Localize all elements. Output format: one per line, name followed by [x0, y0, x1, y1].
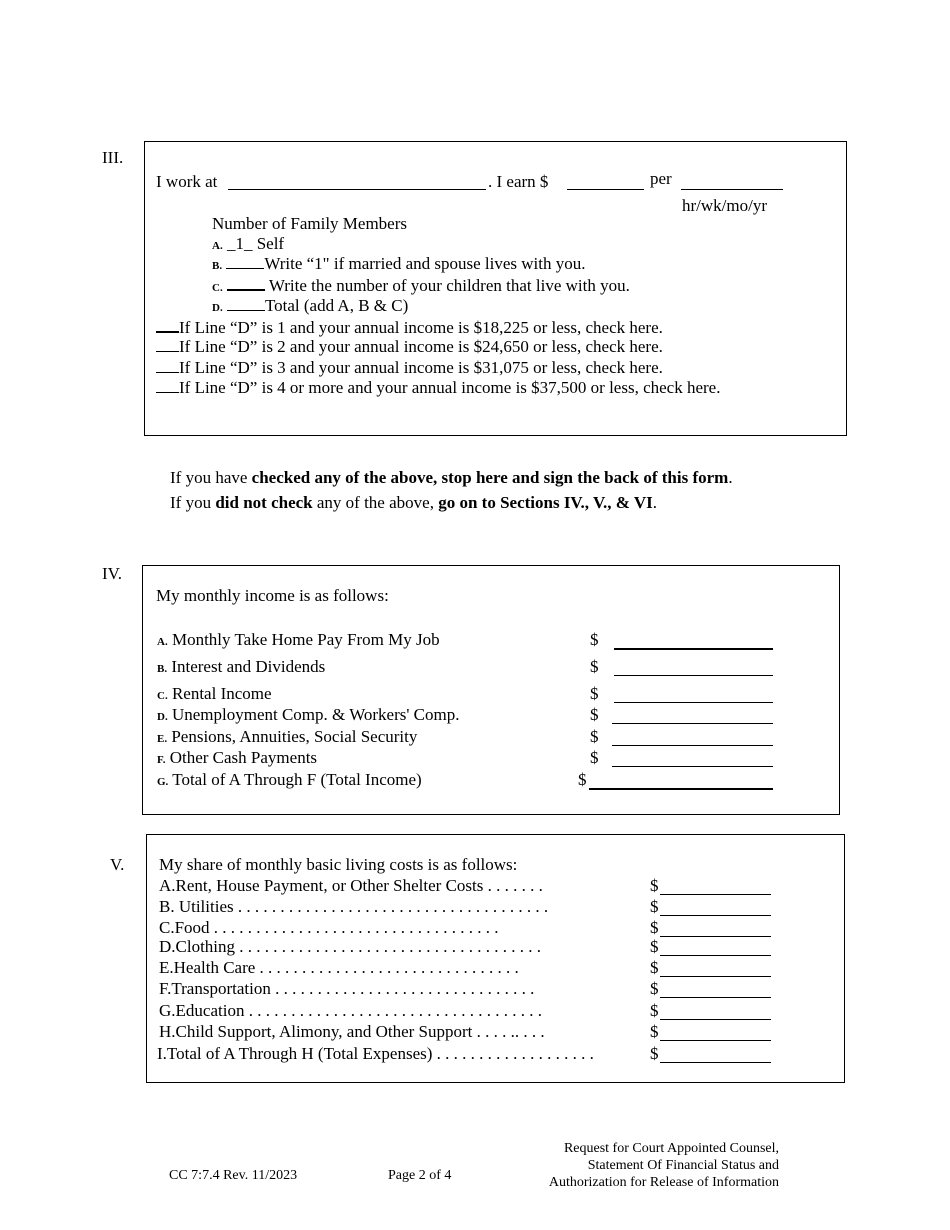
currency-sign: $ [650, 1001, 659, 1020]
page-number: Page 2 of 4 [388, 1168, 452, 1183]
income-check-row [156, 337, 663, 357]
section-v-numeral: V. [110, 855, 125, 874]
currency-sign: $ [650, 958, 659, 977]
row-label: Pensions, Annuities, Social Security [171, 727, 418, 746]
row-letter: D. [157, 711, 168, 723]
total-expenses-field[interactable] [660, 1062, 771, 1063]
currency-sign: $ [590, 705, 599, 724]
instruction-bold: go on to Sections IV., V., & VI [438, 493, 653, 512]
check-text: If Line “D” is 4 or more and your annual income is $37,500 or less, check here. [179, 378, 721, 397]
form-title-line: Statement Of Financial Status and [587, 1158, 779, 1173]
instruction-bold: checked any of the above, stop here and sign the back of this form [251, 468, 729, 487]
instruction-line-1 [170, 468, 733, 488]
earnings-field[interactable] [567, 189, 644, 190]
income-row [157, 748, 317, 768]
family-member-row [212, 275, 630, 296]
expense-row-label: A.Rent, House Payment, or Other Shelter Costs . . . . . . . [159, 876, 543, 895]
row-letter: E. [157, 733, 168, 745]
form-title-line: Authorization for Release of Information [548, 1175, 779, 1190]
expense-row-label: I.Total of A Through H (Total Expenses) . . . . . . . . . . . . . . . . . . . [157, 1044, 594, 1063]
work-at-label: I work at [156, 172, 218, 191]
interest-dividends-field[interactable] [614, 675, 773, 676]
section-iii-box [144, 141, 847, 436]
row-text: Write the number of your children that live with you. [268, 276, 630, 295]
family-member-row [212, 234, 284, 254]
currency-sign: $ [650, 876, 659, 895]
income-check-row [156, 358, 663, 378]
income-row [157, 657, 325, 677]
currency-sign: $ [650, 979, 659, 998]
children-count-field[interactable] [227, 275, 265, 291]
row-letter: C. [212, 282, 223, 294]
check-field[interactable] [156, 317, 179, 333]
section-iii-numeral: III. [102, 148, 124, 167]
row-letter: D. [212, 302, 223, 314]
form-title [549, 1140, 779, 1191]
row-letter: B. [157, 663, 168, 675]
rental-income-field[interactable] [614, 702, 773, 703]
family-member-row [212, 296, 408, 316]
pensions-field[interactable] [612, 745, 773, 746]
child-support-field[interactable] [660, 1040, 771, 1041]
instruction-text: If you [170, 493, 216, 512]
pay-period-field[interactable] [681, 189, 783, 190]
row-label: Rental Income [171, 684, 272, 703]
take-home-pay-field[interactable] [614, 648, 773, 650]
section-v-box [146, 834, 845, 1083]
section-iv-numeral: IV. [102, 564, 122, 583]
check-text: If Line “D” is 2 and your annual income is $24,650 or less, check here. [179, 337, 663, 356]
currency-sign: $ [590, 727, 599, 746]
pay-period-hint: hr/wk/mo/yr [682, 196, 767, 215]
row-letter: B. [212, 260, 223, 272]
expense-row-label: H.Child Support, Alimony, and Other Support . . . . .. . . . [159, 1022, 545, 1041]
section-iv-box [142, 565, 840, 815]
currency-sign: $ [650, 897, 659, 916]
total-income-field[interactable] [589, 788, 773, 790]
other-cash-field[interactable] [612, 766, 773, 767]
instruction-text: . [652, 493, 658, 512]
row-letter: G. [157, 776, 169, 788]
check-field[interactable] [156, 358, 179, 373]
utilities-field[interactable] [660, 915, 771, 916]
row-label: Unemployment Comp. & Workers' Comp. [171, 705, 460, 724]
check-field[interactable] [156, 378, 179, 393]
per-label: per [650, 169, 672, 188]
income-check-row [156, 317, 663, 338]
income-row [157, 727, 417, 747]
currency-sign: $ [590, 657, 599, 676]
row-letter: A. [212, 240, 223, 252]
family-member-row [212, 254, 586, 274]
expense-row-label: D.Clothing . . . . . . . . . . . . . . . . . . . . . . . . . . . . . . . . . . . . [159, 937, 542, 956]
currency-sign: $ [650, 918, 659, 937]
row-letter: F. [157, 754, 166, 766]
expense-row-label: B. Utilities . . . . . . . . . . . . . . . . . . . . . . . . . . . . . . . . . . . . . [159, 897, 549, 916]
family-members-heading: Number of Family Members [212, 214, 407, 233]
currency-sign: $ [578, 770, 587, 789]
income-row [157, 770, 422, 790]
currency-sign: $ [590, 630, 599, 649]
row-label: Interest and Dividends [171, 657, 326, 676]
income-row [157, 705, 459, 725]
form-id: CC 7:7.4 Rev. 11/2023 [169, 1168, 298, 1183]
rent-field[interactable] [660, 894, 771, 895]
clothing-field[interactable] [660, 955, 771, 956]
earn-label: . I earn $ [488, 172, 549, 191]
unemployment-comp-field[interactable] [612, 723, 773, 724]
transportation-field[interactable] [660, 997, 771, 998]
spouse-count-field[interactable] [226, 254, 264, 269]
currency-sign: $ [650, 1022, 659, 1041]
instruction-bold: did not check [215, 493, 313, 512]
expense-row-label: E.Health Care . . . . . . . . . . . . . . . . . . . . . . . . . . . . . . . [159, 958, 519, 977]
instruction-text: If you have [170, 468, 252, 487]
expenses-heading: My share of monthly basic living costs is as follows: [159, 855, 518, 874]
income-check-row [156, 378, 720, 398]
row-letter: C. [157, 690, 168, 702]
total-count-field[interactable] [227, 296, 265, 311]
food-field[interactable] [660, 936, 771, 937]
row-text: Total (add A, B & C) [264, 296, 409, 315]
currency-sign: $ [650, 1044, 659, 1063]
currency-sign: $ [650, 937, 659, 956]
education-field[interactable] [660, 1019, 771, 1020]
income-row [157, 684, 272, 704]
instruction-text: . [728, 468, 733, 487]
income-heading: My monthly income is as follows: [156, 586, 389, 605]
expense-row-label: G.Education . . . . . . . . . . . . . . . . . . . . . . . . . . . . . . . . . . . [159, 1001, 542, 1020]
check-text: If Line “D” is 1 and your annual income is $18,225 or less, check here. [179, 318, 663, 337]
currency-sign: $ [590, 684, 599, 703]
instruction-line-2 [170, 493, 657, 513]
row-text: Write “1" if married and spouse lives with you. [264, 254, 586, 273]
check-field[interactable] [156, 337, 179, 352]
self-count: _1_ [226, 234, 253, 253]
row-letter: A. [157, 636, 168, 648]
income-row [157, 630, 440, 650]
row-label: Other Cash Payments [169, 748, 318, 767]
row-text: Self [256, 234, 285, 253]
currency-sign: $ [590, 748, 599, 767]
expense-row-label: F.Transportation . . . . . . . . . . . . . . . . . . . . . . . . . . . . . . . [159, 979, 535, 998]
employer-field[interactable] [228, 189, 486, 190]
form-title-line: Request for Court Appointed Counsel, [563, 1141, 779, 1156]
row-label: Monthly Take Home Pay From My Job [171, 630, 440, 649]
instruction-text: any of the above, [312, 493, 439, 512]
expense-row-label: C.Food . . . . . . . . . . . . . . . . . . . . . . . . . . . . . . . . . . [159, 918, 499, 937]
health-care-field[interactable] [660, 976, 771, 977]
row-label: Total of A Through F (Total Income) [172, 770, 422, 789]
check-text: If Line “D” is 3 and your annual income is $31,075 or less, check here. [179, 358, 663, 377]
